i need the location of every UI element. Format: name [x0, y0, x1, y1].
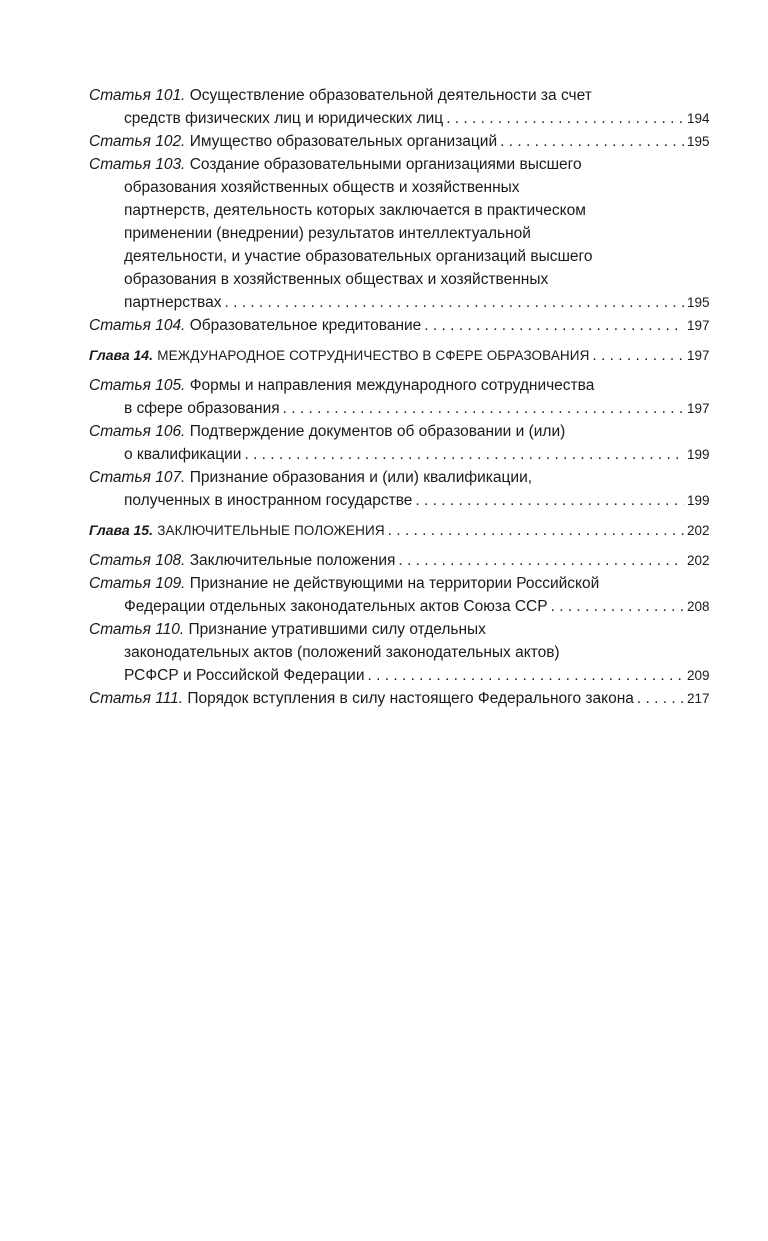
- page-number: 197: [687, 401, 710, 416]
- article-number: Статья 107.: [89, 469, 186, 486]
- entry-title-text: Федерации отдельных законодательных актов Союза ССР: [124, 598, 548, 615]
- page-number: 202: [687, 523, 710, 538]
- dot-leader: [368, 664, 685, 687]
- entry-title-text: применении (внедрении) результатов интеллектуальной: [124, 225, 531, 242]
- table-of-contents: [89, 84, 709, 710]
- toc-entry-line: [89, 397, 709, 420]
- toc-entry-line: [89, 374, 709, 397]
- page-number: 217: [687, 691, 710, 706]
- toc-entry-line: [89, 443, 709, 466]
- toc-article-entry[interactable]: [89, 374, 709, 420]
- toc-entry-line: [89, 519, 709, 542]
- entry-title-text: ЗАКЛЮЧИТЕЛЬНЫЕ ПОЛОЖЕНИЯ: [157, 523, 385, 538]
- page-number: 199: [687, 493, 710, 508]
- toc-entry-line: [89, 466, 709, 489]
- entry-title-text: Заключительные положения: [189, 552, 396, 569]
- chapter-number: Глава 14.: [89, 347, 153, 363]
- page-number: 202: [687, 553, 710, 568]
- dot-leader: [446, 107, 684, 130]
- toc-article-entry[interactable]: [89, 130, 709, 153]
- dot-leader: [551, 595, 684, 618]
- entry-title-text: Создание образовательными организациями высшего: [189, 156, 582, 173]
- toc-entry-line: [89, 222, 709, 245]
- article-number: Статья 106.: [89, 423, 186, 440]
- page-number: 197: [687, 318, 710, 333]
- entry-title-text: Подтверждение документов об образовании и (или): [189, 423, 566, 440]
- dot-leader: [415, 489, 684, 512]
- toc-article-entry[interactable]: [89, 420, 709, 466]
- article-number: Статья 109.: [89, 575, 186, 592]
- toc-entry-line: [89, 489, 709, 512]
- toc-article-entry[interactable]: [89, 466, 709, 512]
- page-number: 195: [687, 295, 710, 310]
- entry-title-text: Имущество образовательных организаций: [189, 133, 498, 150]
- entry-title-text: полученных в иностранном государстве: [124, 492, 413, 509]
- entry-title-text: Порядок вступления в силу настоящего Федерального закона: [187, 690, 634, 707]
- toc-chapter-entry[interactable]: [89, 519, 709, 542]
- toc-entry-line: [89, 572, 709, 595]
- article-number: Статья 103.: [89, 156, 186, 173]
- entry-title-text: в сфере образования: [124, 400, 280, 417]
- entry-title-text: МЕЖДУНАРОДНОЕ СОТРУДНИЧЕСТВО В СФЕРЕ ОБРАЗОВАНИЯ: [157, 348, 590, 363]
- toc-entry-line: [89, 84, 709, 107]
- chapter-number: Глава 15.: [89, 522, 153, 538]
- entry-title-text: образования хозяйственных обществ и хозяйственных: [124, 179, 520, 196]
- toc-article-entry[interactable]: [89, 618, 709, 687]
- dot-leader: [637, 687, 684, 710]
- toc-entry-line: [89, 549, 709, 572]
- entry-title-text: партнерств, деятельность которых заключается в практическом: [124, 202, 586, 219]
- article-number: Статья 101.: [89, 87, 186, 104]
- entry-title-text: партнерствах: [124, 294, 222, 311]
- page-number: 194: [687, 111, 710, 126]
- toc-entry-line: [89, 153, 709, 176]
- entry-title-text: Признание утратившими силу отдельных: [188, 621, 486, 638]
- toc-entry-line: [89, 344, 709, 367]
- dot-leader: [398, 549, 684, 572]
- toc-entry-line: [89, 291, 709, 314]
- article-number: Статья 105.: [89, 377, 186, 394]
- page-number: 199: [687, 447, 710, 462]
- toc-entry-line: [89, 595, 709, 618]
- article-number: Статья 108.: [89, 552, 186, 569]
- toc-entry-line: [89, 107, 709, 130]
- toc-article-entry[interactable]: [89, 314, 709, 337]
- toc-entry-line: [89, 687, 709, 710]
- toc-entry-line: [89, 314, 709, 337]
- entry-title-text: Образовательное кредитование: [189, 317, 422, 334]
- toc-entry-line: [89, 199, 709, 222]
- toc-chapter-entry[interactable]: [89, 344, 709, 367]
- toc-entry-line: [89, 420, 709, 443]
- article-number: Статья 104.: [89, 317, 186, 334]
- toc-entry-line: [89, 268, 709, 291]
- page-number: 208: [687, 599, 710, 614]
- entry-title-text: законодательных актов (положений законодательных актов): [124, 644, 560, 661]
- entry-title-text: РСФСР и Российской Федерации: [124, 667, 365, 684]
- dot-leader: [244, 443, 684, 466]
- entry-title-text: образования в хозяйственных обществах и хозяйственных: [124, 271, 549, 288]
- page-number: 195: [687, 134, 710, 149]
- toc-article-entry[interactable]: [89, 687, 709, 710]
- article-number: Статья 111.: [89, 690, 184, 707]
- dot-leader: [224, 291, 684, 314]
- article-number: Статья 110.: [89, 621, 185, 638]
- article-number: Статья 102.: [89, 133, 186, 150]
- entry-title-text: Формы и направления международного сотрудничества: [189, 377, 595, 394]
- page-number: 197: [687, 348, 710, 363]
- entry-title-text: средств физических лиц и юридических лиц: [124, 110, 444, 127]
- entry-title-text: Признание образования и (или) квалификации,: [189, 469, 533, 486]
- dot-leader: [592, 344, 684, 367]
- toc-article-entry[interactable]: [89, 572, 709, 618]
- entry-title-text: о квалификации: [124, 446, 242, 463]
- toc-entry-line: [89, 664, 709, 687]
- toc-entry-line: [89, 176, 709, 199]
- dot-leader: [283, 397, 684, 420]
- toc-article-entry[interactable]: [89, 84, 709, 130]
- toc-entry-line: [89, 130, 709, 153]
- toc-entry-line: [89, 245, 709, 268]
- toc-article-entry[interactable]: [89, 153, 709, 314]
- entry-title-text: Осуществление образовательной деятельности за счет: [189, 87, 592, 104]
- dot-leader: [388, 519, 684, 542]
- dot-leader: [500, 130, 684, 153]
- toc-article-entry[interactable]: [89, 549, 709, 572]
- dot-leader: [424, 314, 684, 337]
- entry-title-text: Признание не действующими на территории Российской: [189, 575, 600, 592]
- entry-title-text: деятельности, и участие образовательных организаций высшего: [124, 248, 593, 265]
- page-number: 209: [687, 668, 710, 683]
- toc-entry-line: [89, 641, 709, 664]
- toc-entry-line: [89, 618, 709, 641]
